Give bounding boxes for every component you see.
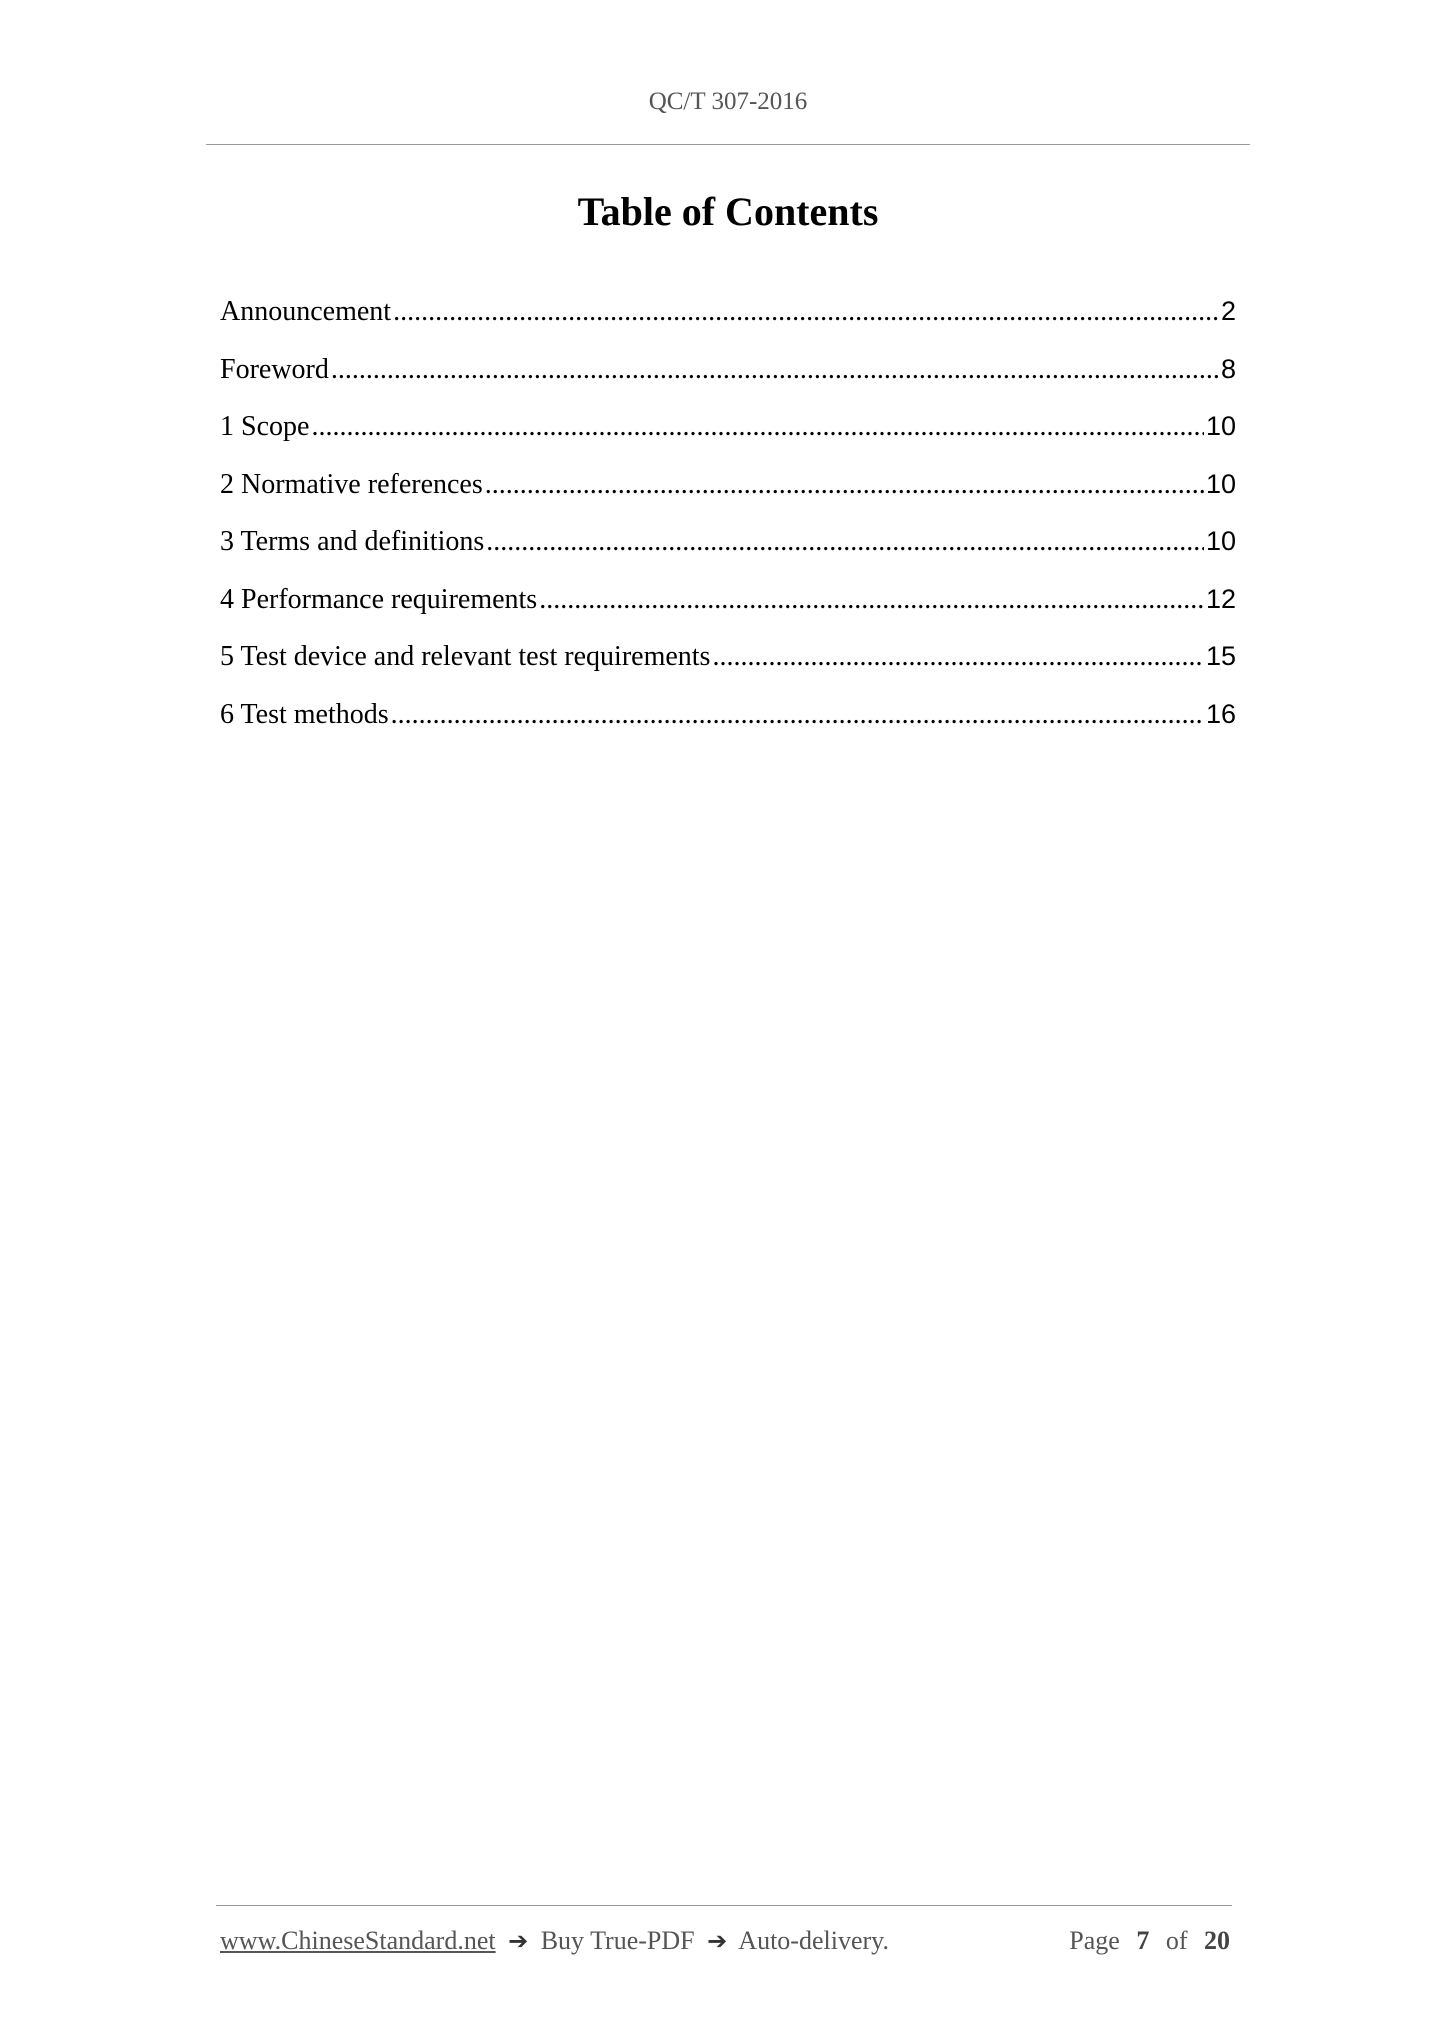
- toc-entry-scope[interactable]: [220, 411, 1236, 469]
- toc-dot-leader: [331, 354, 1219, 386]
- total-page-count: 20: [1204, 1926, 1230, 1955]
- toc-dot-leader: [391, 699, 1204, 731]
- toc-entry-page: 10: [1205, 411, 1236, 441]
- page-footer: [220, 1926, 1230, 1956]
- toc-entry-test-methods[interactable]: [220, 699, 1236, 757]
- toc-entry-label: 6 Test methods: [220, 698, 389, 730]
- page-indicator: [1069, 1926, 1230, 1956]
- toc-entry-page: 12: [1205, 583, 1236, 614]
- toc-entry-performance-requirements[interactable]: [220, 584, 1236, 642]
- toc-entry-announcement[interactable]: [220, 296, 1236, 354]
- toc-dot-leader: [486, 526, 1204, 558]
- toc-title: Table of Contents: [577, 189, 879, 234]
- toc-entry-page: 8: [1220, 353, 1236, 384]
- toc-entry-label: 3 Terms and definitions: [220, 526, 485, 557]
- header-divider: [206, 144, 1250, 145]
- right-arrow-icon: ➔: [508, 1927, 529, 1955]
- toc-entry-label: 4 Performance requirements: [220, 583, 538, 615]
- toc-entry-label: Announcement: [220, 296, 392, 327]
- page-label: Page: [1069, 1926, 1120, 1955]
- toc-entry-page: 10: [1205, 468, 1236, 499]
- toc-entry-page: 16: [1205, 698, 1236, 729]
- toc-entry-label: 1 Scope: [220, 411, 310, 442]
- toc-entry-terms-definitions[interactable]: [220, 526, 1236, 584]
- toc-dot-leader: [311, 411, 1204, 443]
- footer-divider: [216, 1905, 1232, 1906]
- toc-entry-normative-references[interactable]: [220, 469, 1236, 527]
- document-code-header: QC/T 307-2016: [648, 88, 808, 115]
- website-link[interactable]: www.ChineseStandard.net: [220, 1926, 496, 1955]
- toc-entry-label: Foreword: [220, 353, 329, 385]
- current-page-number: 7: [1136, 1926, 1150, 1955]
- toc-dot-leader: [485, 469, 1204, 501]
- toc-entry-label: 2 Normative references: [220, 468, 483, 500]
- toc-entry-page: 15: [1205, 641, 1236, 671]
- toc-entry-page: 2: [1220, 296, 1236, 326]
- of-label: of: [1165, 1926, 1188, 1955]
- toc-entry-page: 10: [1205, 526, 1236, 556]
- toc-entry-foreword[interactable]: [220, 354, 1236, 412]
- toc-dot-leader: [393, 296, 1219, 328]
- right-arrow-icon: ➔: [707, 1927, 728, 1955]
- footer-promo: [220, 1926, 889, 1956]
- toc-entry-label: 5 Test device and relevant test requirements: [220, 641, 711, 672]
- auto-delivery-text: Auto-delivery.: [738, 1926, 889, 1955]
- toc-entry-test-device[interactable]: [220, 641, 1236, 699]
- toc-list: [220, 296, 1236, 756]
- buy-true-pdf-text: Buy True-PDF: [540, 1926, 695, 1955]
- toc-dot-leader: [712, 641, 1204, 673]
- toc-dot-leader: [539, 584, 1204, 616]
